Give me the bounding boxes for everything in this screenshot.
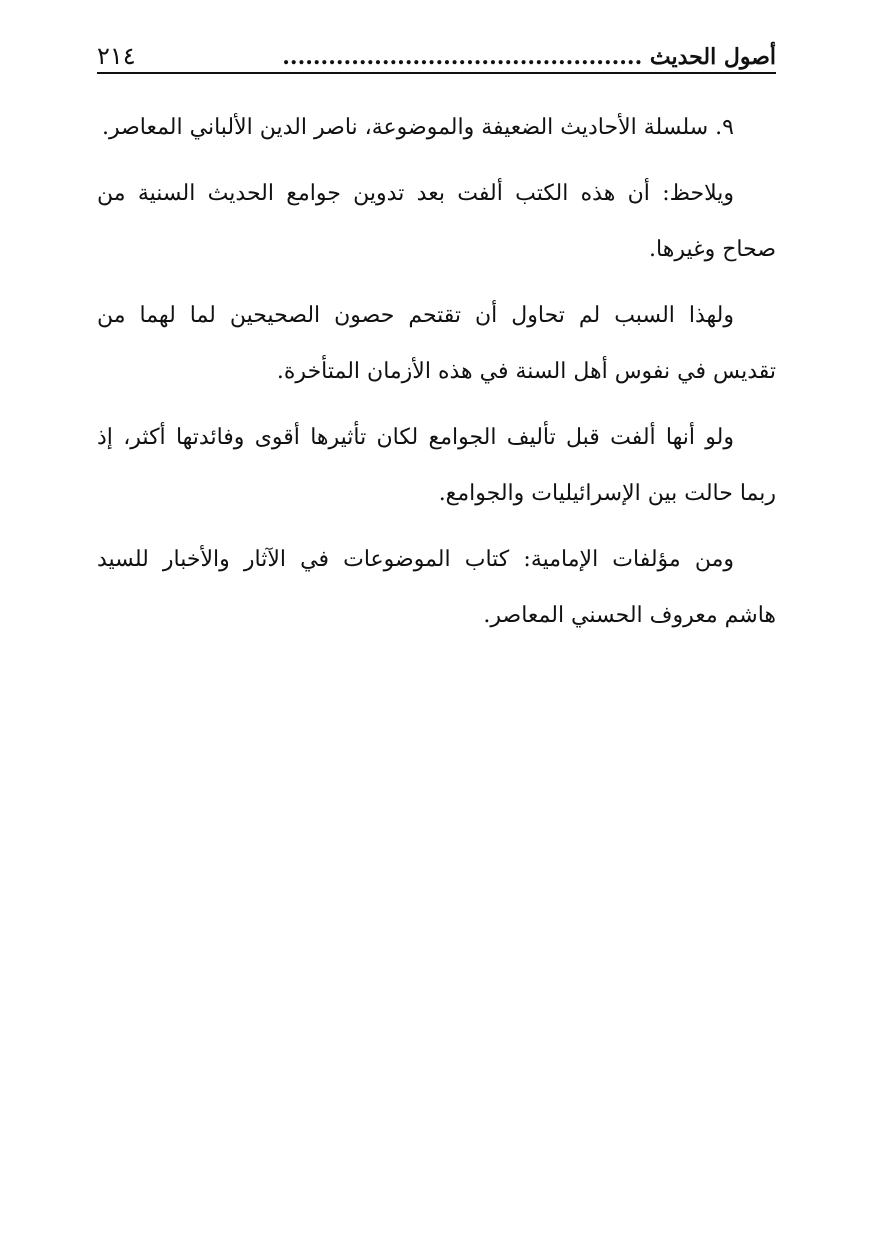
running-header-title: أصول الحديث ...............................................: [282, 44, 776, 70]
page-number: ٢١٤: [97, 42, 136, 70]
paragraph: ولهذا السبب لم تحاول أن تقتحم حصون الصحيحين لما لهما من تقديس في نفوس أهل السنة في هذه الأزمان المتأخرة.: [97, 303, 776, 384]
page-body: [97, 100, 776, 654]
paragraph: ويلاحظ: أن هذه الكتب ألفت بعد تدوين جوامع الحديث السنية من صحاح وغيرها.: [97, 181, 776, 262]
reference-list-item: ٩. سلسلة الأحاديث الضعيفة والموضوعة، ناصر الدين الألباني المعاصر.: [101, 115, 734, 140]
paragraph: ولو أنها ألفت قبل تأليف الجوامع لكان تأثيرها أقوى وفائدتها أكثر، إذ ربما حالت بين الإسرائيليات والجوامع.: [97, 425, 776, 506]
paragraph: ومن مؤلفات الإمامية: كتاب الموضوعات في الآثار والأخبار للسيد هاشم معروف الحسني المعاصر.: [97, 547, 776, 628]
running-header: [97, 38, 776, 74]
